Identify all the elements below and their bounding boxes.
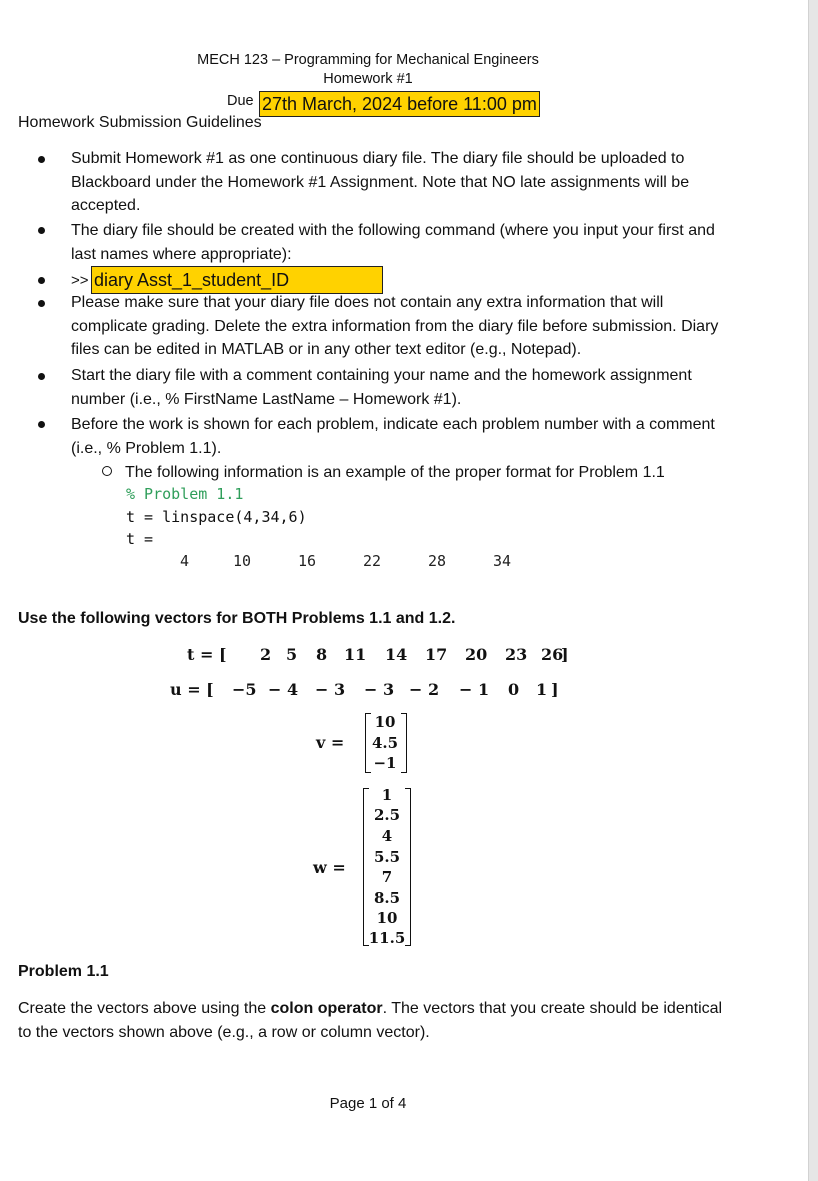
bullet-diary-command: The diary file should be created with the following command (where you input your first and last names where appropriate): [71,222,715,263]
u-close-bracket: ] [551,680,559,699]
w-value: 11.5 [368,929,406,947]
bullet-dot [38,277,45,284]
u-value: 0 [508,680,520,699]
problem-text [18,997,738,1045]
w-value: 1 [381,786,393,804]
v-value: 4.5 [371,734,399,752]
page-number: Page 1 of 4 [329,1095,407,1112]
v-value: −1 [373,754,397,772]
u-value: − 3 [315,680,346,699]
v-value: 10 [374,713,396,731]
w-vector-label: w = [313,858,346,877]
u-value: 1 [536,680,548,699]
w-value: 10 [376,909,398,927]
due-date-highlight: 27th March, 2024 before 11:00 pm [259,91,540,117]
colon-operator-emphasis: colon operator [270,1000,383,1017]
code-value: 4 [180,552,190,570]
due-label: Due [227,93,254,109]
guidelines-title: Homework Submission Guidelines [18,114,262,131]
bullet-dot [38,156,45,163]
problem-title: Problem 1.1 [18,963,109,980]
t-value: 2 [260,645,272,664]
w-value: 5.5 [373,848,401,866]
bullet-dot [38,421,45,428]
t-value: 20 [465,645,488,664]
code-value: 22 [363,552,382,570]
bullet-problem-comment: Before the work is shown for each problem, indicate each problem number with a comment (i.e., % Problem 1.1). [71,416,715,457]
w-value: 2.5 [373,806,401,824]
code-value: 34 [493,552,512,570]
u-value: − 4 [268,680,299,699]
v-vector-label: v = [316,733,345,752]
t-value: 17 [425,645,448,664]
t-value: 23 [505,645,528,664]
bullet-submit: Submit Homework #1 as one continuous diary file. The diary file should be uploaded to Blackboard under the Homework #1 Assignment. Note that NO late assignments will be accepted. [71,150,690,214]
bullet-dot [38,300,45,307]
u-value: − 2 [409,680,440,699]
code-value: 16 [298,552,317,570]
diary-command-highlight: diary Asst_1_student_ID [91,266,383,294]
t-value: 8 [316,645,328,664]
w-value: 8.5 [373,889,401,907]
code-value: 28 [428,552,447,570]
w-value: 7 [381,868,393,886]
t-value: 11 [344,645,367,664]
t-value: 26 [541,645,564,664]
t-close-bracket: ] [561,645,569,664]
code-value: 10 [233,552,252,570]
w-value: 4 [381,827,393,845]
bullet-extra-info: Please make sure that your diary file does not contain any extra information that will complicate grading. Delete the extra information from the diary file before submission. Diary files can be edited in MATLAB or in any other text editor (e.g., Notepad). [71,294,719,358]
sub-bullet-example: The following information is an example of the proper format for Problem 1.1 [125,464,665,481]
bullet-dot [38,373,45,380]
u-value: −5 [232,680,257,699]
sub-bullet-circle [102,466,112,476]
course-title: MECH 123 – Programming for Mechanical Engineers [197,52,539,68]
vectors-heading: Use the following vectors for BOTH Problems 1.1 and 1.2. [18,610,456,627]
bullet-start-comment: Start the diary file with a comment containing your name and the homework assignment number (i.e., % FirstName LastName – Homework #1). [71,367,692,408]
code-line-linspace: t = linspace(4,34,6) [126,508,307,526]
scrollbar[interactable] [808,0,818,1181]
t-value: 5 [286,645,298,664]
u-value: − 1 [459,680,490,699]
t-value: 14 [385,645,408,664]
t-vector-label: t = [ [187,645,227,664]
bullet-dot [38,227,45,234]
code-line-output: t = [126,530,154,548]
homework-title: Homework #1 [323,71,413,87]
problem-text-end: . The vectors that you create should be identical to the vectors shown above (e.g., a row or column vector). [18,1000,723,1041]
code-comment: % Problem 1.1 [126,485,244,503]
u-vector-label: u = [ [170,680,214,699]
problem-text-start: Create the vectors above using the [18,1000,271,1017]
u-value: − 3 [364,680,395,699]
prompt-symbol: >> [71,272,89,289]
